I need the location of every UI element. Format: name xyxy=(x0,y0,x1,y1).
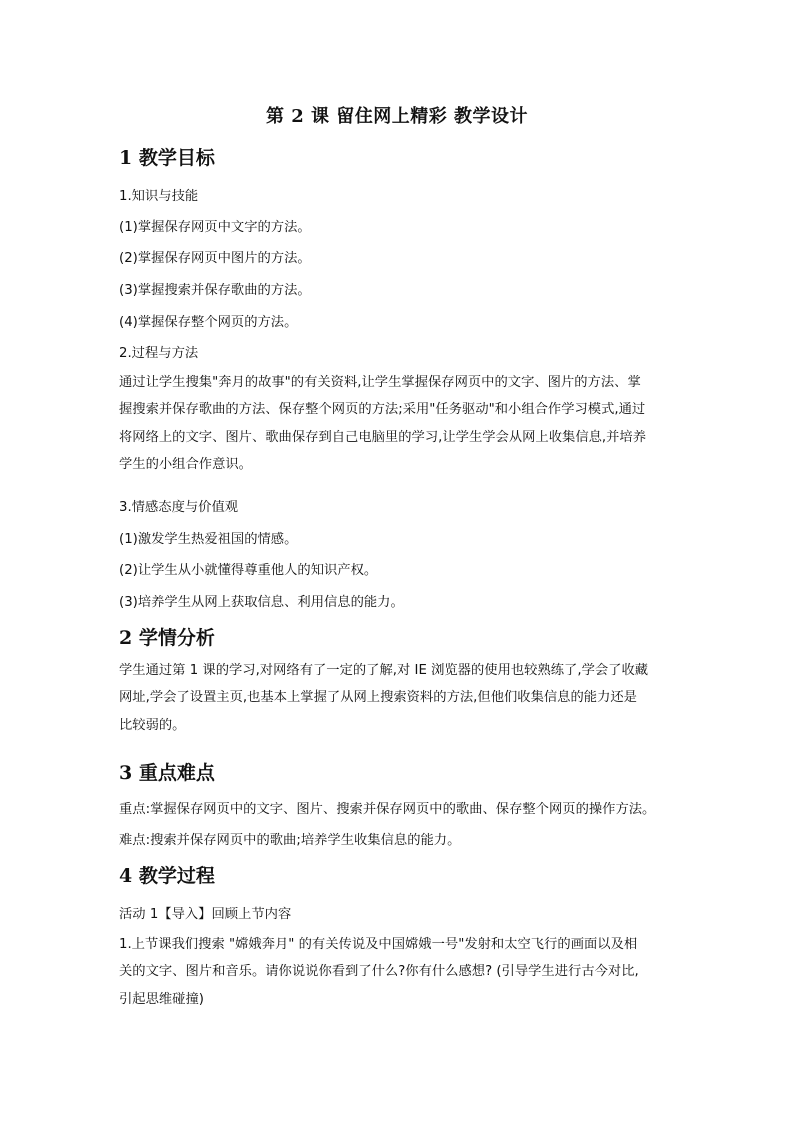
paragraph-line: 学生通过第 1 课的学习,对网络有了一定的了解,对 IE 浏览器的使用也较熟练了,学会了收藏 xyxy=(119,663,649,678)
subheading-process-method: 2.过程与方法 xyxy=(119,346,199,361)
paragraph-line: 通过让学生搜集"奔月的故事"的有关资料,让学生掌握保存网页中的文字、图片的方法、掌 xyxy=(119,375,641,390)
paragraph-line: 关的文字、图片和音乐。请你说说你看到了什么?你有什么感想? (引导学生进行古今对比, xyxy=(119,964,639,980)
list-item: (4)掌握保存整个网页的方法。 xyxy=(119,315,298,330)
section-heading-learner-analysis: 2 学情分析 xyxy=(119,627,215,649)
subheading-knowledge-skills: 1.知识与技能 xyxy=(119,189,199,204)
paragraph-process-method xyxy=(119,369,679,478)
list-item: (3)掌握搜索并保存歌曲的方法。 xyxy=(119,283,311,298)
list-item: (1)掌握保存网页中文字的方法。 xyxy=(119,220,311,235)
section-heading-teaching-process: 4 教学过程 xyxy=(119,865,215,887)
activity-label: 活动 1【导入】回顾上节内容 xyxy=(119,907,292,922)
difficult-point-line: 难点:搜索并保存网页中的歌曲;培养学生收集信息的能力。 xyxy=(119,833,461,848)
list-item: (1)激发学生热爱祖国的情感。 xyxy=(119,532,298,547)
paragraph-line: 学生的小组合作意识。 xyxy=(119,456,252,472)
paragraph-line: 将网络上的文字、图片、歌曲保存到自己电脑里的学习,让学生学会从网上收集信息,并培养 xyxy=(119,429,647,445)
section-heading-objectives: 1 教学目标 xyxy=(119,147,215,169)
document-title: 第 2 课 留住网上精彩 教学设计 xyxy=(265,106,529,127)
paragraph-line: 1.上节课我们搜索 "嫦娥奔月" 的有关传说及中国嫦娥一号"发射和太空飞行的画面以及相 xyxy=(119,937,638,952)
paragraph-line: 网址,学会了设置主页,也基本上掌握了从网上搜索资料的方法,但他们收集信息的能力还是 xyxy=(119,690,637,706)
key-point-line: 重点:掌握保存网页中的文字、图片、搜索并保存网页中的歌曲、保存整个网页的操作方法。 xyxy=(119,802,656,817)
paragraph-line: 握搜索并保存歌曲的方法、保存整个网页的方法;采用"任务驱动"和小组合作学习模式,通过 xyxy=(119,402,646,418)
subheading-emotion-values: 3.情感态度与价值观 xyxy=(119,500,239,515)
section-heading-key-points: 3 重点难点 xyxy=(119,762,215,784)
paragraph-learner-analysis xyxy=(119,657,679,739)
paragraph-line: 引起思维碰撞) xyxy=(119,991,204,1007)
list-item: (2)掌握保存网页中图片的方法。 xyxy=(119,251,311,266)
paragraph-line: 比较弱的。 xyxy=(119,717,186,733)
list-item: (2)让学生从小就懂得尊重他人的知识产权。 xyxy=(119,563,378,578)
list-item: (3)培养学生从网上获取信息、利用信息的能力。 xyxy=(119,595,404,610)
paragraph-activity xyxy=(119,931,679,1013)
